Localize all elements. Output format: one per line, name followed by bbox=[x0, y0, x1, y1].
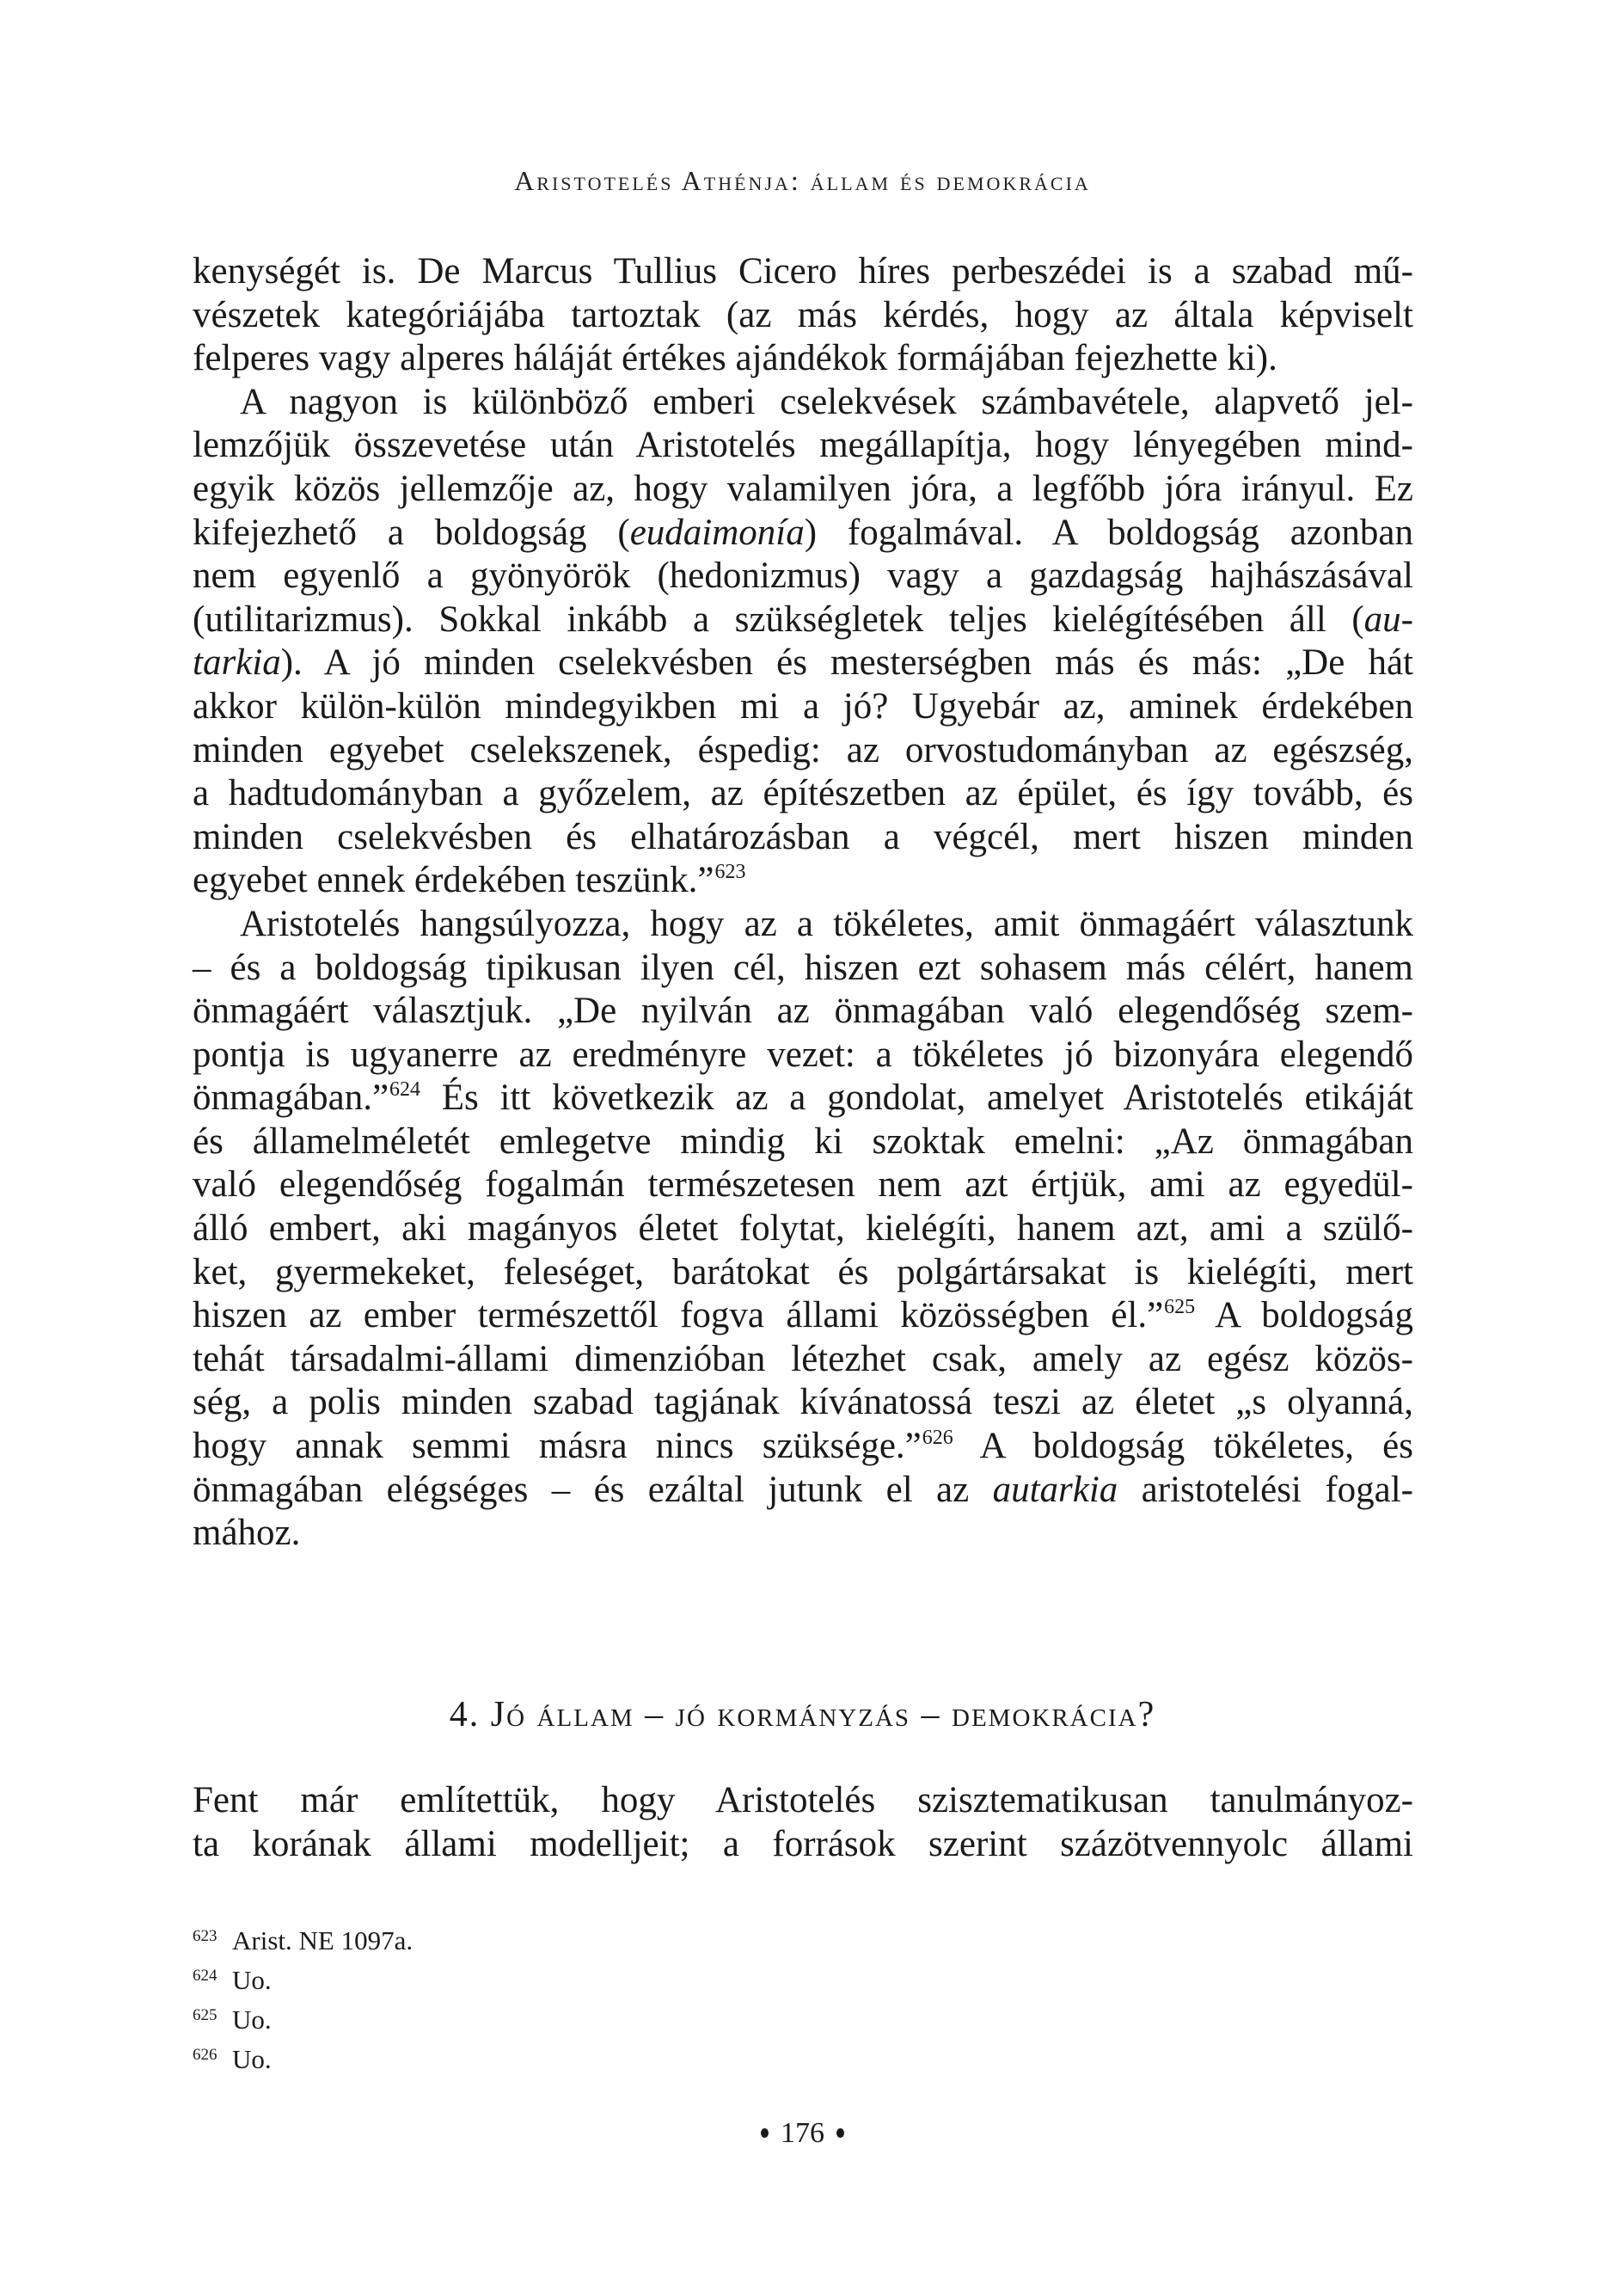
text-run: ). A jó minden cselekvésben és mesterségben más és más: „De hát bbox=[280, 642, 1413, 684]
footnote-item bbox=[193, 1962, 1413, 2002]
bullet-ornament-right bbox=[836, 2128, 844, 2138]
text-line bbox=[193, 1779, 1413, 1823]
body-text-section-1 bbox=[193, 250, 1413, 1556]
text-line bbox=[193, 555, 1413, 599]
text-line bbox=[193, 1251, 1413, 1295]
italic-term: tarkia bbox=[193, 642, 281, 684]
text-line bbox=[193, 1338, 1413, 1382]
text-run: És itt következik az a gondolat, amelyet Aristotelés etikáját bbox=[420, 1077, 1413, 1119]
text-line bbox=[193, 772, 1413, 816]
running-head: Aristotelés Athénja: állam és demokrácia bbox=[514, 165, 1091, 196]
text-run: felperes vagy alperes háláját értékes ajándékok formájában fejezhette ki). bbox=[193, 338, 1277, 379]
text-run: ség, a polis minden szabad tagjának kívánatossá teszi az életet „s olyanná, bbox=[193, 1382, 1413, 1423]
text-run: lemzőjük összevetése után Aristotelés megállapítja, hogy lényegében mind- bbox=[193, 425, 1413, 466]
page-number-footer bbox=[0, 2117, 1605, 2150]
text-line bbox=[193, 990, 1413, 1034]
text-line bbox=[193, 859, 1413, 903]
text-run: Fent már említettük, hogy Aristotelés szisztematikusan tanulmányoz- bbox=[193, 1780, 1413, 1820]
text-run: ket, gyermekeket, feleséget, barátokat és polgártársakat is kielégíti, mert bbox=[193, 1251, 1413, 1292]
text-run: egyebet ennek érdekében teszünk.” bbox=[193, 860, 714, 901]
text-run: ) fogalmával. A boldogság azonban bbox=[804, 512, 1413, 553]
footnote-text: Uo. bbox=[232, 1965, 272, 1995]
text-line bbox=[193, 685, 1413, 729]
section-heading: 4. Jó állam – jó kormányzás – demokrácia? bbox=[449, 1695, 1156, 1734]
text-line bbox=[193, 512, 1413, 556]
text-line bbox=[193, 729, 1413, 773]
text-run: önmagában elégséges – és ezáltal jutunk el az bbox=[193, 1469, 993, 1510]
text-line bbox=[193, 599, 1413, 642]
footnote-number: 626 bbox=[193, 2046, 217, 2064]
footnotes bbox=[193, 1923, 1413, 2081]
bullet-ornament-left bbox=[761, 2128, 769, 2138]
italic-term: eudaimonía bbox=[629, 512, 805, 553]
text-run: minden egyebet cselekszenek, éspedig: az orvostudományban az egészség, bbox=[193, 729, 1413, 770]
text-line bbox=[193, 1823, 1413, 1867]
footnote-text: Uo. bbox=[232, 2004, 272, 2035]
footnote-item bbox=[193, 2002, 1413, 2041]
text-line bbox=[193, 1034, 1413, 1077]
text-run: önmagában.” bbox=[193, 1077, 389, 1119]
text-run: aristotelési fogal- bbox=[1118, 1469, 1413, 1510]
footnote-text: Uo. bbox=[232, 2044, 272, 2074]
text-run: akkor külön-külön mindegyikben mi a jó? Ugyebár az, aminek érdekében bbox=[193, 685, 1413, 727]
page-number: 176 bbox=[781, 2117, 824, 2149]
text-run: A boldogság tökéletes, és bbox=[953, 1426, 1413, 1467]
text-run: kenységét is. De Marcus Tullius Cicero híres perbeszédei is a szabad mű- bbox=[193, 251, 1413, 292]
text-run: ta korának állami modelljeit; a források szerint százötvennyolc állami bbox=[193, 1823, 1413, 1864]
text-line bbox=[193, 642, 1413, 685]
text-line bbox=[193, 294, 1413, 338]
text-run: kifejezhető a boldogság ( bbox=[193, 512, 630, 553]
text-run: önmagáért választjuk. „De nyilván az önmagában való elegendőség szem- bbox=[193, 991, 1413, 1032]
text-line bbox=[193, 250, 1413, 294]
text-run: hogy annak semmi másra nincs szüksége.” bbox=[193, 1426, 922, 1467]
text-line bbox=[193, 1425, 1413, 1469]
text-run: vészetek kategóriájába tartoztak (az más kérdés, hogy az általa képviselt bbox=[193, 294, 1413, 335]
body-text-section-2 bbox=[193, 1779, 1413, 1866]
italic-term: au- bbox=[1363, 599, 1413, 640]
text-line bbox=[193, 381, 1413, 425]
italic-term: autarkia bbox=[992, 1469, 1118, 1510]
text-run: és államelméletét emlegetve mindig ki szoktak emelni: „Az önmagában bbox=[193, 1120, 1413, 1162]
text-line bbox=[193, 816, 1413, 860]
text-run: Aristotelés hangsúlyozza, hogy az a tökéletes, amit önmagáért választunk bbox=[240, 903, 1413, 944]
text-line bbox=[193, 1512, 1413, 1556]
footnote-item bbox=[193, 1923, 1413, 1962]
text-line bbox=[193, 1077, 1413, 1120]
text-run: – és a boldogság tipikusan ilyen cél, hiszen ezt sohasem más célért, hanem bbox=[193, 947, 1413, 988]
text-line bbox=[193, 1207, 1413, 1251]
text-line bbox=[193, 468, 1413, 512]
text-run: A nagyon is különböző emberi cselekvések számbavétele, alapvető jel- bbox=[240, 381, 1413, 422]
footnote-number: 624 bbox=[193, 1967, 217, 1985]
text-run: álló embert, aki magányos életet folytat, kielégíti, hanem azt, ami a szülő- bbox=[193, 1208, 1413, 1249]
text-run: egyik közös jellemzője az, hogy valamilyen jóra, a legfőbb jóra irányul. Ez bbox=[193, 468, 1413, 509]
text-run: nem egyenlő a gyönyörök (hedonizmus) vagy a gazdagság hajhászásával bbox=[193, 556, 1413, 597]
footnote-text: Arist. NE 1097a. bbox=[232, 1925, 414, 1955]
footnote-item bbox=[193, 2041, 1413, 2081]
text-line bbox=[193, 1469, 1413, 1513]
text-line bbox=[193, 1294, 1413, 1338]
footnote-number: 623 bbox=[193, 1927, 217, 1945]
text-line bbox=[193, 1120, 1413, 1164]
text-run: való elegendőség fogalmán természetesen nem azt értjük, ami az egyedül- bbox=[193, 1164, 1413, 1206]
footnote-reference[interactable]: 625 bbox=[1164, 1296, 1196, 1319]
text-run: a hadtudományban a győzelem, az építészetben az épület, és így tovább, és bbox=[193, 773, 1413, 814]
text-line bbox=[193, 1163, 1413, 1207]
text-line bbox=[193, 1381, 1413, 1425]
text-run: hiszen az ember természettől fogva állami közösségben él.” bbox=[193, 1295, 1164, 1336]
text-run: pontja is ugyanerre az eredményre vezet: a tökéletes jó bizonyára elegendő bbox=[193, 1034, 1413, 1075]
text-line bbox=[193, 947, 1413, 991]
text-run: A boldogság bbox=[1195, 1295, 1413, 1336]
footnote-number: 625 bbox=[193, 2006, 217, 2024]
footnote-reference[interactable]: 624 bbox=[389, 1078, 421, 1102]
text-run: minden cselekvésben és elhatározásban a végcél, mert hiszen minden bbox=[193, 816, 1413, 857]
text-run: tehát társadalmi-állami dimenzióban létezhet csak, amely az egész közös- bbox=[193, 1338, 1413, 1379]
text-line bbox=[193, 903, 1413, 947]
text-run: (utilitarizmus). Sokkal inkább a szükségletek teljes kielégítésében áll ( bbox=[193, 599, 1364, 640]
text-line bbox=[193, 337, 1413, 381]
footnote-reference[interactable]: 626 bbox=[922, 1427, 953, 1450]
text-line bbox=[193, 424, 1413, 468]
text-run: mához. bbox=[193, 1513, 301, 1554]
footnote-reference[interactable]: 623 bbox=[714, 861, 746, 884]
